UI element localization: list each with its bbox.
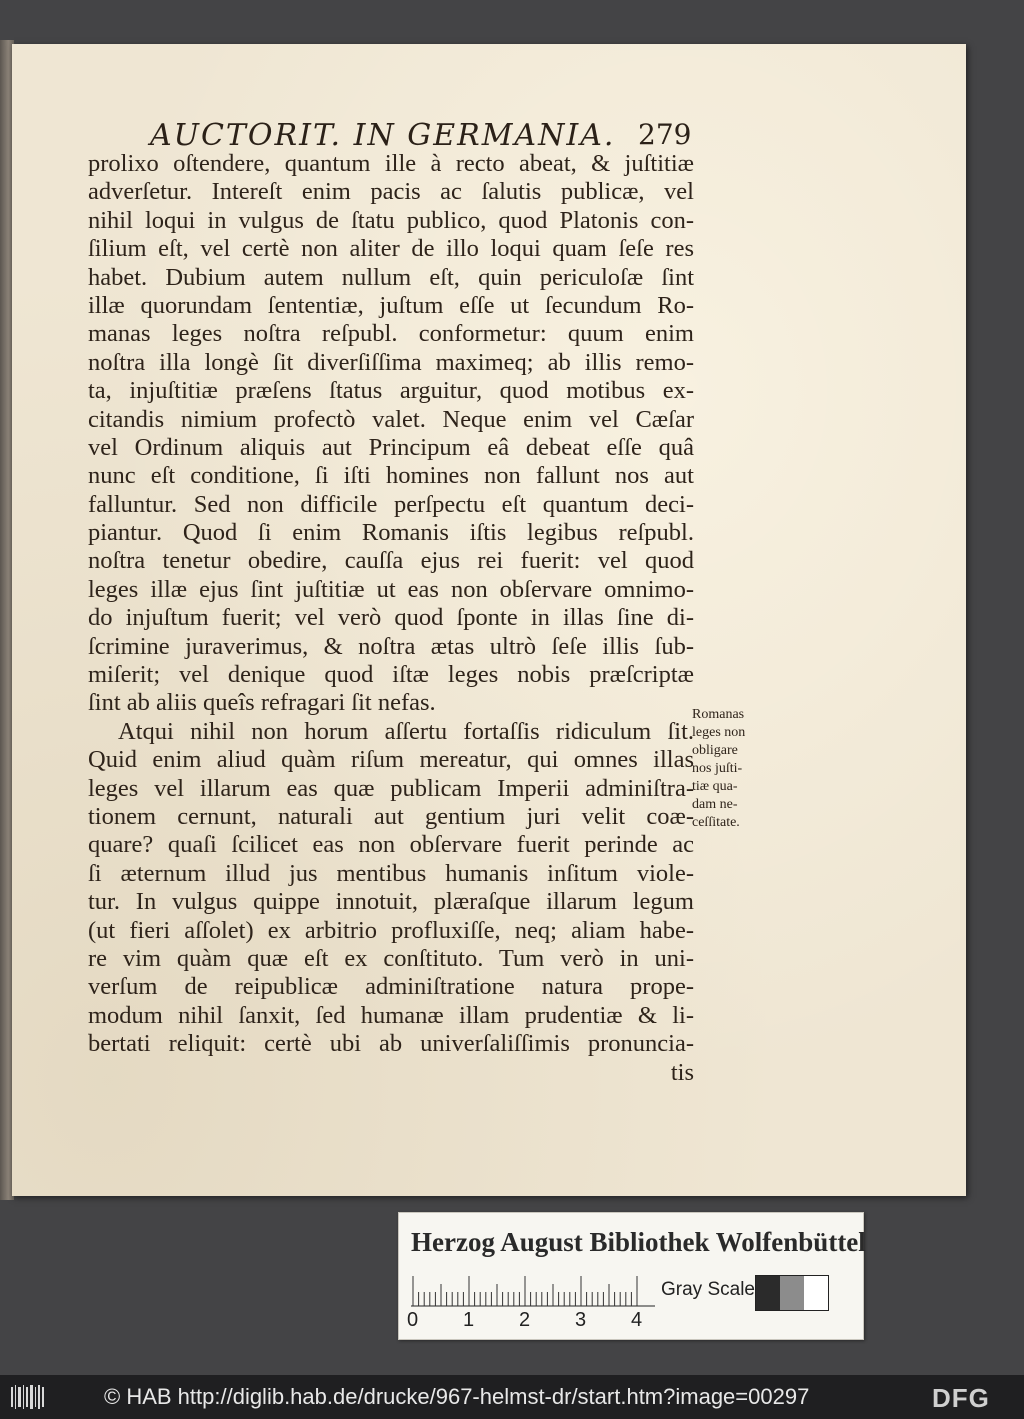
marginal-line: leges non xyxy=(692,725,746,740)
library-name: Herzog August Bibliothek Wolfenbüttel xyxy=(411,1227,866,1257)
running-head: AUCTORIT. IN GERMANIA. xyxy=(150,118,616,153)
text-line: Quid enim aliud quàm riſum mereatur, qui omnes illas xyxy=(88,746,694,774)
dfg-logo: DFG xyxy=(932,1383,990,1413)
text-line: piantur. Quod ſi enim Romanis iſtis legibus reſpubl. xyxy=(88,519,694,547)
text-line: miſerit; vel denique quod iſtæ leges nobis præſcriptæ xyxy=(88,661,694,689)
text-line: re vim quàm quæ eſt ex conſtituto. Tum verò in uni- xyxy=(88,944,694,972)
ruler-labels xyxy=(407,1309,671,1331)
ruler-label: 4 xyxy=(631,1309,643,1331)
body-text xyxy=(88,150,694,1087)
gray-swatch-light xyxy=(804,1276,828,1310)
marginal-line: tiæ qua- xyxy=(692,779,738,794)
copyright-url[interactable]: © HAB http://diglib.hab.de/drucke/967-helmst-dr/start.htm?image=00297 xyxy=(104,1384,810,1409)
ruler-label: 1 xyxy=(463,1309,475,1331)
text-line: noſtra illa longè ſit diverſiſſima maximeq; ab illis remo- xyxy=(88,348,694,376)
marginal-note xyxy=(692,706,772,832)
text-line: verſum de reipublicæ adminiſtratione natura prope- xyxy=(88,973,694,1001)
ruler-label: 0 xyxy=(407,1309,419,1331)
text-line: quare? quaſi ſcilicet eas non obſervare fuerit perinde ac xyxy=(88,831,694,859)
ruler-label: 2 xyxy=(519,1309,531,1331)
ruler-label: 3 xyxy=(575,1309,587,1331)
text-line: modum nihil ſanxit, ſed humanæ illam prudentiæ & li- xyxy=(88,1001,694,1029)
text-line: Atqui nihil non horum aſſertu fortaſſis ridiculum ſit. xyxy=(118,717,694,745)
text-line: ſilium eſt, vel certè non aliter de illo loqui quam ſeſe res xyxy=(88,235,694,263)
text-line: (ut fieri aſſolet) ex arbitrio profluxiſſe, neq; aliam habe- xyxy=(88,916,694,944)
marginal-line: obligare xyxy=(692,743,738,758)
marginal-line: nos juſti- xyxy=(692,761,743,776)
text-line: illæ quorundam ſententiæ, juſtum eſſe ut ſecundum Ro- xyxy=(88,291,694,319)
text-line: citandis nimium profectò valet. Neque enim vel Cæſar xyxy=(88,405,694,433)
gray-swatch-mid xyxy=(780,1276,804,1310)
text-line: nunc eſt conditione, ſi iſti homines non fallunt nos aut xyxy=(88,462,694,490)
text-line: nihil loqui in vulgus de ſtatu publico, quod Platonis con- xyxy=(88,206,694,234)
gray-scale-swatches xyxy=(755,1275,829,1311)
text-line: bertati reliquit: certè ubi ab univerſaliſſimis pronuncia- xyxy=(88,1030,694,1058)
text-line: prolixo oſtendere, quantum ille à recto abeat, & juſtitiæ xyxy=(88,150,694,177)
text-line: tur. In vulgus quippe innotuit, plæraſque illarum legum xyxy=(88,888,694,916)
text-line: ſi æternum illud jus mentibus humanis inſitum viole- xyxy=(88,859,694,887)
library-color-card xyxy=(398,1212,864,1340)
catchword: tis xyxy=(670,1058,694,1086)
hab-barcode-logo-icon xyxy=(10,1383,46,1411)
gray-swatch-dark xyxy=(756,1276,780,1310)
text-line: vel Ordinum aliquis aut Principum eâ debeat eſſe quâ xyxy=(88,433,694,461)
marginal-line: dam ne- xyxy=(692,797,738,812)
text-line: leges vel illarum eas quæ publicam Imperii adminiſtra- xyxy=(88,774,694,802)
text-line: ſint ab aliis queîs refragari ſit nefas. xyxy=(88,689,436,717)
text-line: falluntur. Sed non difficile perſpectu eſt quantum deci- xyxy=(88,490,694,518)
text-line: ta, injuſtitiæ præſens ſtatus arguitur, quod motibus ex- xyxy=(88,377,694,405)
text-line: adverſetur. Intereſt enim pacis ac ſalutis publicæ, vel xyxy=(88,178,694,206)
text-line: noſtra tenetur obedire, cauſſa ejus rei fuerit: vel quod xyxy=(88,547,694,575)
gray-scale-label: Gray Scale xyxy=(661,1279,755,1300)
marginal-line: ceſſitate. xyxy=(692,815,740,830)
text-line: manas leges noſtra reſpubl. conformetur: quum enim xyxy=(88,320,694,348)
measurement-ruler xyxy=(411,1273,655,1307)
page-number: 279 xyxy=(638,118,692,151)
footer-bar xyxy=(0,1375,1024,1419)
text-line: do injuſtum fuerit; vel verò quod ſponte in illas ſine di- xyxy=(88,604,694,632)
text-line: leges illæ ejus ſint juſtitiæ ut eas non obſervare omnimo- xyxy=(88,575,694,603)
text-line: tionem cernunt, naturali aut gentium juri velit coæ- xyxy=(88,802,694,830)
text-line: ſcrimine juraverimus, & noſtra ætas ultrò ſeſe illis ſub- xyxy=(88,632,694,660)
marginal-line: Romanas xyxy=(692,707,745,722)
text-line: habet. Dubium autem nullum eſt, quin periculoſæ ſint xyxy=(88,263,694,291)
